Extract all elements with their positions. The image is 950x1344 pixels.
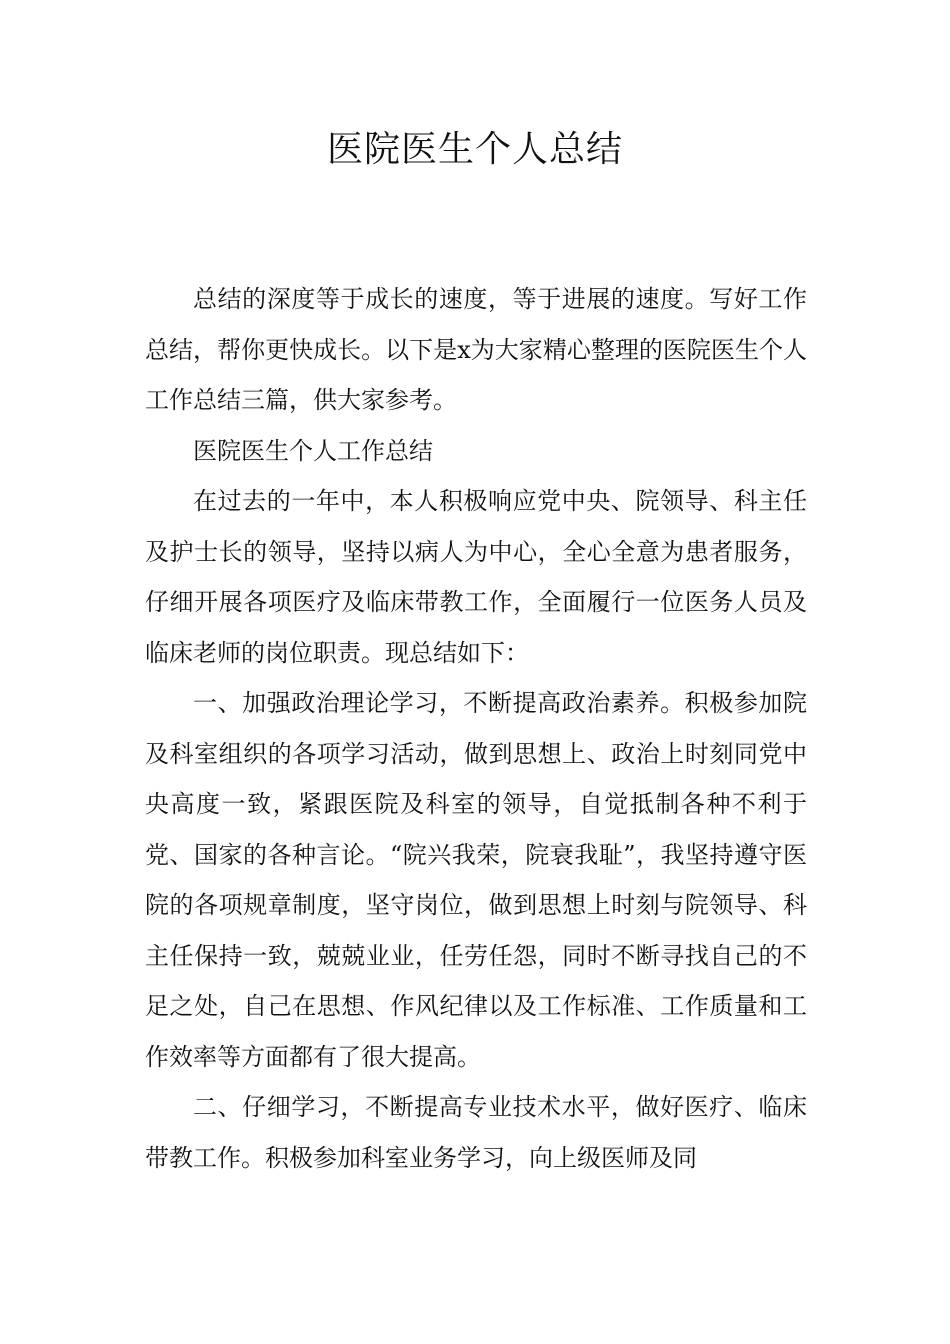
intro-paragraph: 总结的深度等于成长的速度，等于进展的速度。写好工作总结，帮你更快成长。以下是x为大家精心整理的医院医生个人工作总结三篇，供大家参考。 [145, 285, 807, 414]
body-paragraph: 一、加强政治理论学习，不断提高政治素养。积极参加院及科室组织的各项学习活动，做到思想上、政治上时刻同党中央高度一致，紧跟医院及科室的领导，自觉抵制各种不利于党、国家的各种言论。“院兴我荣，院衰我耻”，我坚持遵守医院的各项规章制度，坚守岗位，做到思想上时刻与院领导、科主任保持一致，兢兢业业，任劳任怨，同时不断寻找自己的不足之处，自己在思想、作风纪律以及工作标准、工作质量和工作效率等方面都有了很大提高。 [145, 689, 807, 1071]
body-paragraph: 二、仔细学习，不断提高专业技术水平，做好医疗、临床带教工作。积极参加科室业务学习，向上级医师及同 [145, 1093, 807, 1172]
document-title: 医院医生个人总结 [326, 129, 623, 170]
section-heading: 医院医生个人工作总结 [193, 436, 433, 465]
document-body [145, 274, 807, 1183]
body-paragraph: 在过去的一年中，本人积极响应党中央、院领导、科主任及护士长的领导，坚持以病人为中心，全心全意为患者服务，仔细开展各项医疗及临床带教工作，全面履行一位医务人员及临床老师的岗位职责。现总结如下： [145, 487, 807, 667]
